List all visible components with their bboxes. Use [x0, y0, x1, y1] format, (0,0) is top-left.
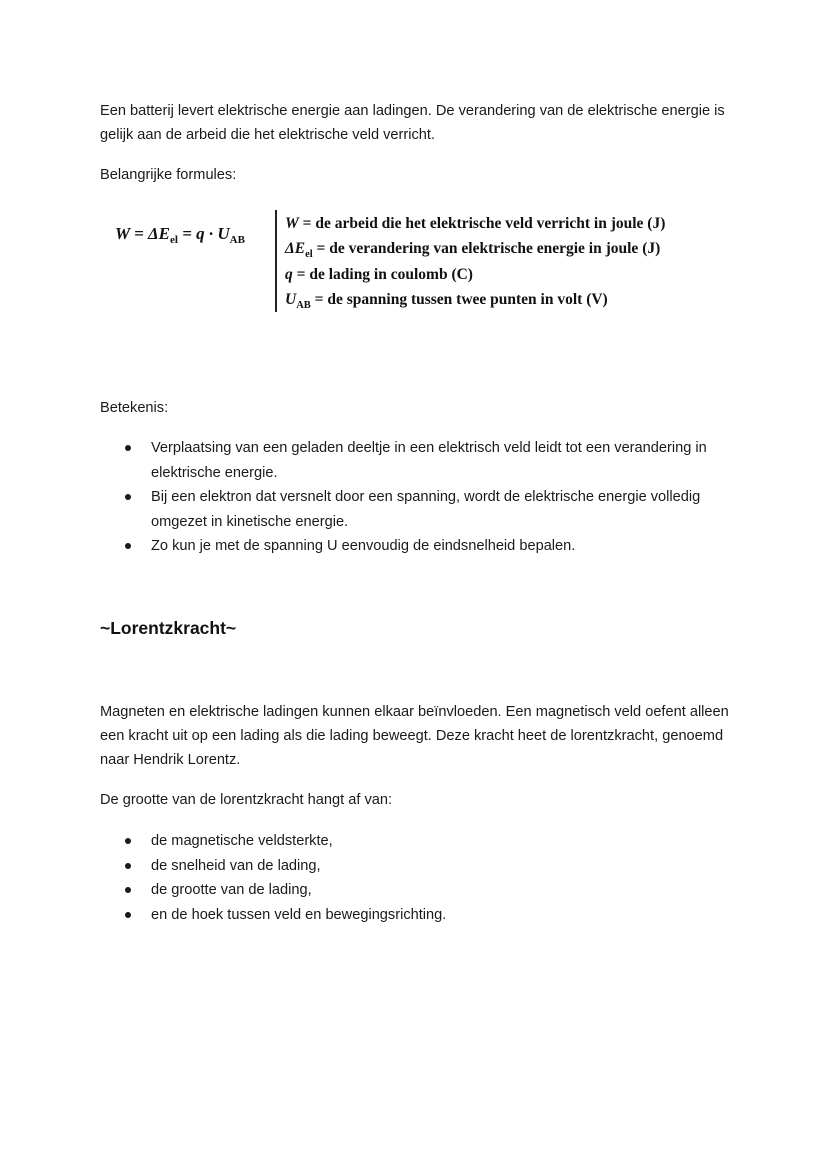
list-item: de magnetische veldsterkte, — [100, 829, 730, 854]
intro-paragraph: Een batterij levert elektrische energie aan ladingen. De verandering van de elektrische energie is gelijk aan de arbeid die het elektrische veld verricht. — [100, 103, 725, 143]
bullet-icon — [125, 445, 131, 451]
formula-definitions — [285, 212, 665, 314]
formula-image — [115, 208, 675, 312]
depends-label: De grootte van de lorentzkracht hangt af van: — [100, 792, 393, 808]
formula-delta-e: = ΔE — [129, 224, 170, 243]
formula-w: W — [115, 224, 130, 243]
list-item: de snelheid van de lading, — [100, 854, 730, 879]
formulas-label: Belangrijke formules: — [100, 167, 237, 183]
main-formula — [115, 224, 245, 244]
definition-q: q = de lading in coulomb (C) — [285, 266, 473, 283]
formula-el-subscript: el — [170, 234, 178, 246]
betekenis-label: Betekenis: — [100, 400, 169, 416]
list-item: Verplaatsing van een geladen deeltje in een elektrisch veld leidt tot een verandering in elektrische energie. — [100, 436, 730, 485]
lorentz-factors-list — [100, 829, 730, 927]
definition-delta-e: $\Delta E_{el}$ = de verandering van elektrische energie in joule (J) — [285, 239, 661, 260]
lorentz-paragraph: Magneten en elektrische ladingen kunnen elkaar beïnvloeden. Een magnetisch veld oefent alleen een kracht uit op een lading als die lading beweegt. Deze kracht heet de lorentzkracht, genoemd naar Hendrik Lorentz. — [100, 704, 729, 768]
bullet-icon — [125, 887, 131, 893]
lorentz-heading: ~Lorentzkracht~ — [100, 618, 237, 638]
formula-q-u: = q · U — [177, 224, 230, 243]
bullet-icon — [125, 838, 131, 844]
list-item: Zo kun je met de spanning U eenvoudig de eindsnelheid bepalen. — [100, 534, 730, 559]
formula-divider — [275, 210, 277, 312]
betekenis-list — [100, 436, 730, 559]
formula-ab-subscript: AB — [229, 234, 245, 246]
bullet-icon — [125, 912, 131, 918]
definition-u: $U_{AB}$ = de spanning tussen twee punten in volt (V) — [285, 290, 608, 311]
bullet-icon — [125, 494, 131, 500]
list-item: en de hoek tussen veld en bewegingsrichting. — [100, 903, 730, 928]
list-item: Bij een elektron dat versnelt door een spanning, wordt de elektrische energie volledig omgezet in kinetische energie. — [100, 485, 730, 534]
definition-w: W = de arbeid die het elektrische veld verricht in joule (J) — [285, 215, 666, 232]
list-item: de grootte van de lading, — [100, 878, 730, 903]
bullet-icon — [125, 543, 131, 549]
bullet-icon — [125, 863, 131, 869]
